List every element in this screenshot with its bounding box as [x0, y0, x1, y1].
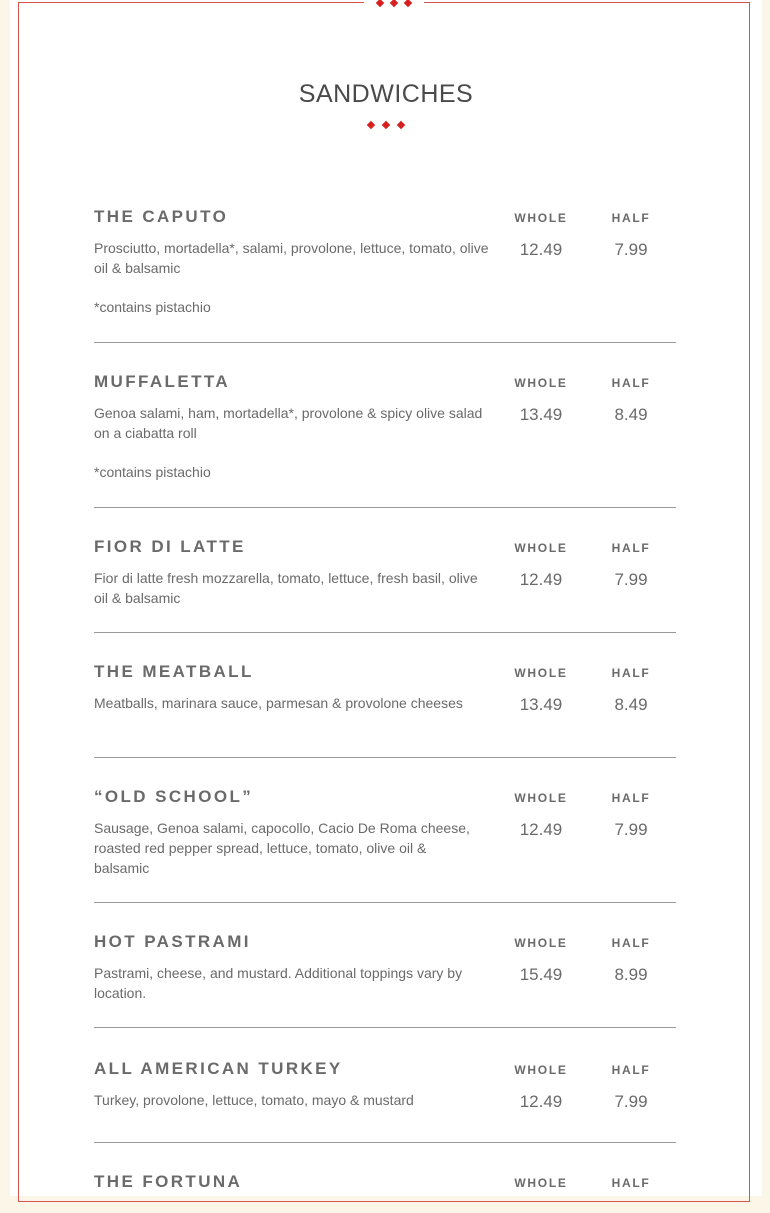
half-price: 8.49 — [614, 405, 648, 424]
menu-item — [94, 198, 676, 343]
half-label: HALF — [611, 1063, 651, 1077]
whole-label: WHOLE — [514, 936, 568, 950]
item-description: Sausage, Genoa salami, capocollo, Cacio De Roma cheese, roasted red pepper spread, lettuce, tomato, olive oil & balsamic — [94, 820, 470, 876]
half-label: HALF — [611, 1176, 651, 1190]
whole-label: WHOLE — [514, 376, 568, 390]
diamond-icon — [404, 0, 412, 7]
menu-item — [94, 1028, 676, 1143]
diamond-icon — [390, 0, 398, 7]
whole-price: 12.49 — [519, 240, 563, 259]
half-price: 8.49 — [614, 695, 648, 714]
item-name: “OLD SCHOOL” — [94, 787, 254, 806]
menu-items — [94, 198, 676, 1213]
whole-price: 15.49 — [519, 965, 563, 984]
half-price: 7.99 — [614, 1092, 648, 1111]
item-description: Turkey, provolone, lettuce, tomato, mayo & mustard — [94, 1092, 414, 1108]
whole-price: 12.49 — [519, 1092, 563, 1111]
item-name: THE MEATBALL — [94, 662, 254, 681]
diamond-icon — [376, 0, 384, 7]
item-note: *contains pistachio — [94, 464, 211, 480]
half-price: 7.99 — [614, 240, 648, 259]
menu-item — [94, 903, 676, 1028]
half-label: HALF — [611, 666, 651, 680]
menu-item — [94, 633, 676, 758]
whole-label: WHOLE — [514, 791, 568, 805]
whole-label: WHOLE — [514, 1063, 568, 1077]
item-name: THE CAPUTO — [94, 207, 229, 226]
menu-item — [94, 508, 676, 633]
half-price: 7.99 — [614, 820, 648, 839]
whole-price: 13.49 — [519, 405, 563, 424]
item-name: THE FORTUNA — [94, 1172, 243, 1191]
item-name: HOT PASTRAMI — [94, 932, 251, 951]
whole-price: 12.49 — [519, 820, 563, 839]
whole-label: WHOLE — [514, 1176, 568, 1190]
whole-label: WHOLE — [514, 666, 568, 680]
item-description: Genoa salami, ham, mortadella*, provolone & spicy olive salad on a ciabatta roll — [94, 405, 483, 441]
whole-price: 13.49 — [519, 695, 563, 714]
whole-price: 12.49 — [519, 570, 563, 589]
item-name: MUFFALETTA — [94, 372, 231, 391]
item-description: Meatballs, marinara sauce, parmesan & provolone cheeses — [94, 695, 463, 711]
half-label: HALF — [611, 936, 651, 950]
half-price: 8.99 — [614, 965, 648, 984]
item-description: Fior di latte fresh mozzarella, tomato, lettuce, fresh basil, olive oil & balsamic — [94, 570, 478, 606]
whole-label: WHOLE — [514, 211, 568, 225]
half-label: HALF — [611, 211, 651, 225]
menu-item — [94, 758, 676, 903]
half-price: 7.99 — [614, 570, 648, 589]
diamond-icon — [397, 121, 405, 129]
half-label: HALF — [611, 376, 651, 390]
top-ornament — [364, 0, 424, 11]
item-name: ALL AMERICAN TURKEY — [94, 1059, 343, 1078]
menu-page — [10, 0, 762, 1196]
half-label: HALF — [611, 541, 651, 555]
diamond-icon — [382, 121, 390, 129]
section-title: SANDWICHES — [298, 80, 474, 108]
half-label: HALF — [611, 791, 651, 805]
item-name: FIOR DI LATTE — [94, 537, 246, 556]
title-ornament — [361, 119, 411, 131]
menu-item — [94, 343, 676, 508]
item-description: Pastrami, cheese, and mustard. Additional toppings vary by location. — [94, 965, 463, 1001]
diamond-icon — [367, 121, 375, 129]
item-description: Prosciutto, mortadella*, salami, provolone, lettuce, tomato, olive oil & balsamic — [94, 240, 489, 276]
whole-label: WHOLE — [514, 541, 568, 555]
item-note: *contains pistachio — [94, 299, 211, 315]
menu-item — [94, 1143, 676, 1213]
